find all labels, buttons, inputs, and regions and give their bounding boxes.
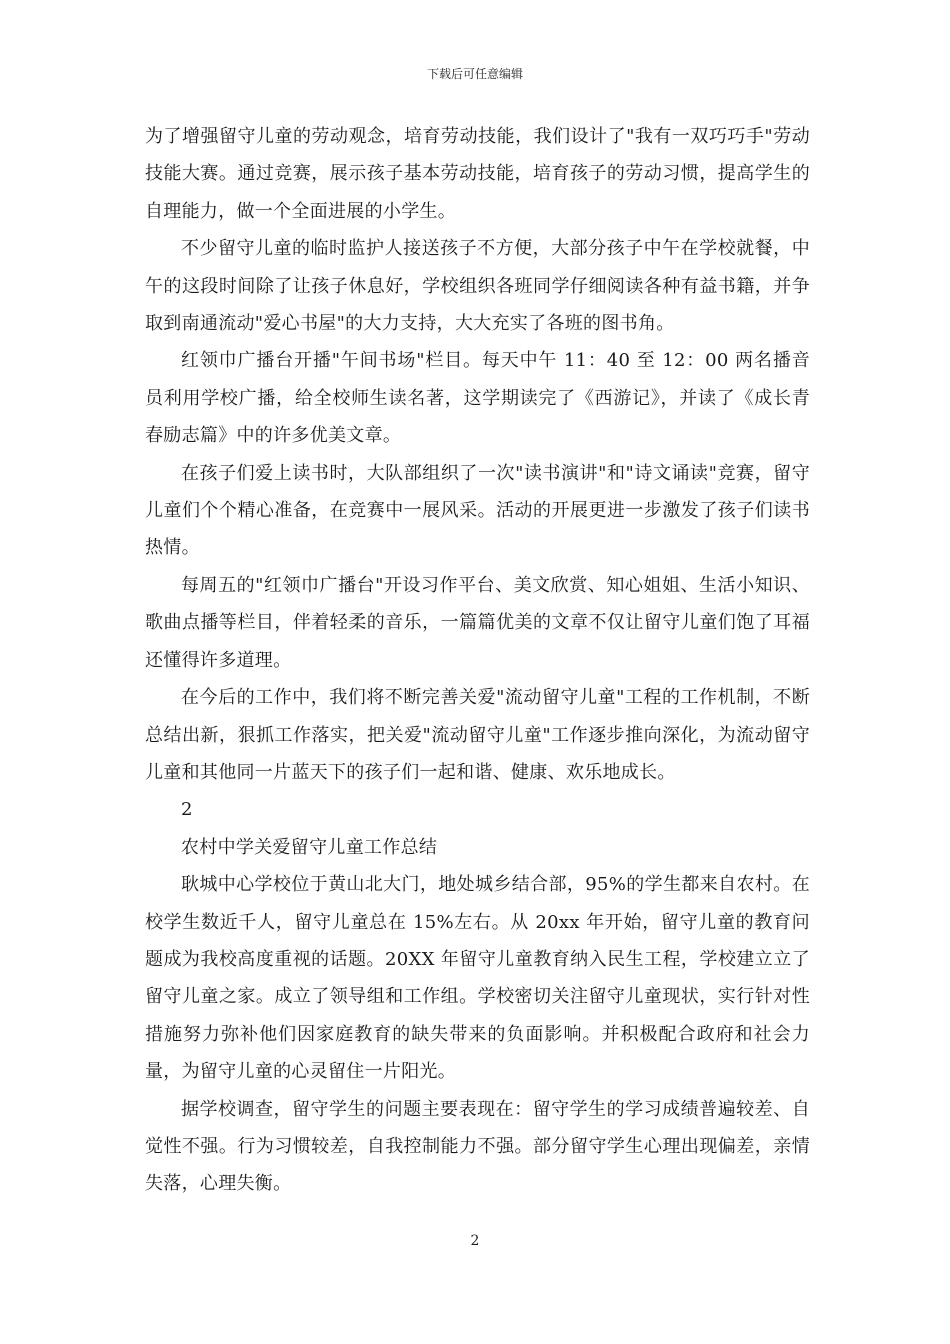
paragraph-8: 据学校调查，留守学生的问题主要表现在：留守学生的学习成绩普遍较差、自觉性不强。行为习惯较差，自我控制能力不强。部分留守学生心理出现偏差，亲情失落，心理失衡。	[145, 1098, 810, 1195]
paragraph-2: 不少留守儿童的临时监护人接送孩子不方便，大部分孩子中午在学校就餐，中午的这段时间除了让孩子休息好，学校组织各班同学仔细阅读各种有益书籍，并争取到南通流动"爱心书屋"的大力支持，大大充实了各班的图书角。	[145, 238, 810, 335]
paragraph-4: 在孩子们爱上读书时，大队部组织了一次"读书演讲"和"诗文诵读"竞赛，留守儿童们个个精心准备，在竞赛中一展风采。活动的开展更进一步激发了孩子们读书热情。	[145, 462, 810, 559]
paragraph-6: 在今后的工作中，我们将不断完善关爱"流动留守儿童"工程的工作机制，不断总结出新，狠抓工作落实，把关爱"流动留守儿童"工作逐步推向深化，为流动留守儿童和其他同一片蓝天下的孩子们一起和谐、健康、欢乐地成长。	[145, 687, 810, 783]
paragraph-1: 为了增强留守儿童的劳动观念，培育劳动技能，我们设计了"我有一双巧巧手"劳动技能大赛。通过竞赛，展示孩子基本劳动技能，培育孩子的劳动习惯，提高学生的自理能力，做一个全面进展的小学生。	[145, 126, 810, 222]
section-title: 农村中学关爱留守儿童工作总结	[181, 836, 438, 858]
page-number: 2	[470, 1233, 480, 1249]
paragraph-5: 每周五的"红领巾广播台"开设习作平台、美文欣赏、知心姐姐、生活小知识、歌曲点播等栏目，伴着轻柔的音乐，一篇篇优美的文章不仅让留守儿童们饱了耳福还懂得许多道理。	[145, 574, 810, 671]
section-number: 2	[181, 799, 193, 821]
page-header: 下载后可任意编辑	[426, 67, 523, 81]
document-body	[145, 118, 810, 1203]
paragraph-7: 耿城中心学校位于黄山北大门，地处城乡结合部，95%的学生都来自农村。在校学生数近千人，留守儿童总在 15%左右。从 20xx 年开始，留守儿童的教育问题成为我校高度重视的话题。20XX 年留守儿童教育纳入民生工程，学校建立立了留守儿童之家。成立了领导组和工作组。学校密切关注留守儿童现状，实行针对性措施努力弥补他们因家庭教育的缺失带来的负面影响。并积极配合政府和社会力量，为留守儿童的心灵留住一片阳光。	[145, 874, 810, 1083]
paragraph-3: 红领巾广播台开播"午间书场"栏目。每天中午 11：40 至 12：00 两名播音员利用学校广播，给全校师生读名著，这学期读完了《西游记》，并读了《成长青春励志篇》中的许多优美文章。	[145, 350, 810, 447]
